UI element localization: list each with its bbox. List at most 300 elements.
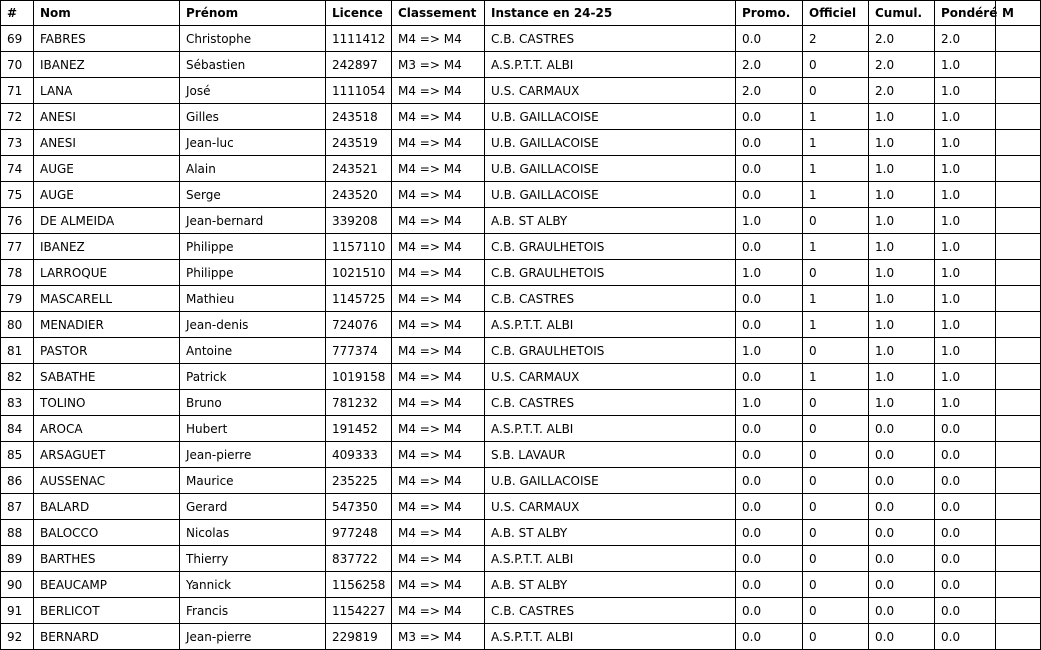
cell-cumul: 1.0 (869, 104, 935, 130)
header-row (1, 1, 1041, 26)
cell-officiel: 0 (803, 208, 869, 234)
cell-rank: 88 (1, 520, 34, 546)
cell-cumul: 0.0 (869, 598, 935, 624)
cell-rank: 84 (1, 416, 34, 442)
cell-classement: M4 => M4 (392, 130, 485, 156)
cell-cumul: 0.0 (869, 572, 935, 598)
cell-licence: 1145725 (326, 286, 392, 312)
cell-nom: BARTHES (34, 546, 180, 572)
cell-promo: 0.0 (736, 182, 803, 208)
cell-cumul: 0.0 (869, 494, 935, 520)
cell-cumul: 0.0 (869, 468, 935, 494)
cell-classement: M4 => M4 (392, 26, 485, 52)
cell-promo: 0.0 (736, 546, 803, 572)
cell-officiel: 0 (803, 546, 869, 572)
cell-nom: BERNARD (34, 624, 180, 650)
cell-cumul: 1.0 (869, 234, 935, 260)
cell-licence: 1156258 (326, 572, 392, 598)
cell-nom: MENADIER (34, 312, 180, 338)
cell-licence: 339208 (326, 208, 392, 234)
cell-rank: 91 (1, 598, 34, 624)
table-row (1, 520, 1041, 546)
cell-classement: M4 => M4 (392, 468, 485, 494)
cell-officiel: 0 (803, 494, 869, 520)
column-header-rank: # (1, 1, 34, 26)
cell-nom: IBANEZ (34, 52, 180, 78)
table-row (1, 156, 1041, 182)
cell-classement: M4 => M4 (392, 208, 485, 234)
cell-pondere: 1.0 (935, 390, 996, 416)
table-row (1, 390, 1041, 416)
cell-m (996, 572, 1041, 598)
cell-rank: 87 (1, 494, 34, 520)
cell-licence: 243520 (326, 182, 392, 208)
cell-m (996, 312, 1041, 338)
cell-promo: 0.0 (736, 624, 803, 650)
cell-licence: 1111412 (326, 26, 392, 52)
cell-prenom: Alain (180, 156, 326, 182)
cell-prenom: José (180, 78, 326, 104)
cell-pondere: 1.0 (935, 52, 996, 78)
cell-officiel: 0 (803, 52, 869, 78)
cell-nom: ARSAGUET (34, 442, 180, 468)
table-row (1, 286, 1041, 312)
cell-classement: M4 => M4 (392, 286, 485, 312)
cell-cumul: 0.0 (869, 624, 935, 650)
cell-promo: 0.0 (736, 26, 803, 52)
table-row (1, 52, 1041, 78)
cell-rank: 90 (1, 572, 34, 598)
table-row (1, 364, 1041, 390)
cell-classement: M3 => M4 (392, 624, 485, 650)
cell-m (996, 338, 1041, 364)
cell-cumul: 1.0 (869, 312, 935, 338)
cell-licence: 781232 (326, 390, 392, 416)
cell-rank: 85 (1, 442, 34, 468)
cell-m (996, 416, 1041, 442)
cell-classement: M4 => M4 (392, 312, 485, 338)
column-header-officiel: Officiel (803, 1, 869, 26)
cell-m (996, 130, 1041, 156)
cell-nom: IBANEZ (34, 234, 180, 260)
cell-cumul: 0.0 (869, 546, 935, 572)
cell-pondere: 0.0 (935, 598, 996, 624)
cell-cumul: 1.0 (869, 286, 935, 312)
cell-officiel: 1 (803, 130, 869, 156)
cell-classement: M4 => M4 (392, 494, 485, 520)
cell-prenom: Philippe (180, 260, 326, 286)
cell-officiel: 0 (803, 390, 869, 416)
cell-instance: U.S. CARMAUX (485, 78, 736, 104)
cell-rank: 77 (1, 234, 34, 260)
table-body (1, 26, 1041, 650)
cell-prenom: Jean-pierre (180, 442, 326, 468)
cell-officiel: 1 (803, 104, 869, 130)
cell-nom: FABRES (34, 26, 180, 52)
cell-licence: 235225 (326, 468, 392, 494)
cell-instance: C.B. GRAULHETOIS (485, 260, 736, 286)
cell-prenom: Bruno (180, 390, 326, 416)
table-row (1, 416, 1041, 442)
cell-instance: C.B. GRAULHETOIS (485, 234, 736, 260)
cell-prenom: Patrick (180, 364, 326, 390)
cell-pondere: 1.0 (935, 104, 996, 130)
table-row (1, 624, 1041, 650)
cell-prenom: Gilles (180, 104, 326, 130)
cell-nom: ANESI (34, 130, 180, 156)
cell-m (996, 52, 1041, 78)
cell-promo: 1.0 (736, 208, 803, 234)
cell-prenom: Philippe (180, 234, 326, 260)
cell-m (996, 208, 1041, 234)
cell-promo: 1.0 (736, 338, 803, 364)
cell-nom: AUSSENAC (34, 468, 180, 494)
cell-rank: 72 (1, 104, 34, 130)
cell-m (996, 468, 1041, 494)
cell-m (996, 260, 1041, 286)
cell-rank: 83 (1, 390, 34, 416)
cell-m (996, 182, 1041, 208)
cell-nom: ANESI (34, 104, 180, 130)
cell-rank: 81 (1, 338, 34, 364)
cell-m (996, 494, 1041, 520)
cell-pondere: 0.0 (935, 494, 996, 520)
cell-promo: 0.0 (736, 468, 803, 494)
cell-instance: A.B. ST ALBY (485, 208, 736, 234)
cell-promo: 2.0 (736, 52, 803, 78)
cell-promo: 0.0 (736, 520, 803, 546)
cell-rank: 78 (1, 260, 34, 286)
cell-pondere: 0.0 (935, 624, 996, 650)
cell-nom: MASCARELL (34, 286, 180, 312)
cell-promo: 0.0 (736, 104, 803, 130)
cell-classement: M4 => M4 (392, 260, 485, 286)
column-header-promo: Promo. (736, 1, 803, 26)
cell-m (996, 234, 1041, 260)
cell-pondere: 1.0 (935, 208, 996, 234)
cell-cumul: 1.0 (869, 156, 935, 182)
cell-prenom: Christophe (180, 26, 326, 52)
cell-m (996, 624, 1041, 650)
table-row (1, 494, 1041, 520)
cell-classement: M4 => M4 (392, 520, 485, 546)
cell-instance: C.B. GRAULHETOIS (485, 338, 736, 364)
cell-pondere: 1.0 (935, 286, 996, 312)
cell-officiel: 0 (803, 260, 869, 286)
cell-pondere: 1.0 (935, 182, 996, 208)
cell-nom: DE ALMEIDA (34, 208, 180, 234)
cell-instance: U.B. GAILLACOISE (485, 156, 736, 182)
cell-licence: 1021510 (326, 260, 392, 286)
cell-m (996, 364, 1041, 390)
cell-classement: M4 => M4 (392, 78, 485, 104)
cell-promo: 0.0 (736, 572, 803, 598)
cell-rank: 70 (1, 52, 34, 78)
cell-pondere: 1.0 (935, 78, 996, 104)
cell-instance: C.B. CASTRES (485, 26, 736, 52)
table-row (1, 338, 1041, 364)
cell-nom: TOLINO (34, 390, 180, 416)
column-header-m: M (996, 1, 1041, 26)
cell-licence: 243521 (326, 156, 392, 182)
cell-rank: 75 (1, 182, 34, 208)
cell-pondere: 1.0 (935, 260, 996, 286)
cell-pondere: 1.0 (935, 130, 996, 156)
cell-instance: A.S.P.T.T. ALBI (485, 312, 736, 338)
cell-pondere: 0.0 (935, 546, 996, 572)
cell-promo: 1.0 (736, 260, 803, 286)
cell-prenom: Mathieu (180, 286, 326, 312)
cell-officiel: 0 (803, 624, 869, 650)
table-row (1, 208, 1041, 234)
cell-prenom: Gerard (180, 494, 326, 520)
cell-rank: 73 (1, 130, 34, 156)
cell-licence: 409333 (326, 442, 392, 468)
cell-instance: A.S.P.T.T. ALBI (485, 624, 736, 650)
cell-m (996, 26, 1041, 52)
cell-licence: 242897 (326, 52, 392, 78)
cell-instance: U.S. CARMAUX (485, 364, 736, 390)
cell-classement: M4 => M4 (392, 546, 485, 572)
cell-prenom: Yannick (180, 572, 326, 598)
cell-nom: LANA (34, 78, 180, 104)
table-row (1, 182, 1041, 208)
cell-instance: A.B. ST ALBY (485, 572, 736, 598)
cell-promo: 1.0 (736, 390, 803, 416)
cell-prenom: Antoine (180, 338, 326, 364)
cell-instance: C.B. CASTRES (485, 598, 736, 624)
cell-licence: 1019158 (326, 364, 392, 390)
cell-licence: 1157110 (326, 234, 392, 260)
cell-licence: 1154227 (326, 598, 392, 624)
cell-m (996, 546, 1041, 572)
cell-rank: 69 (1, 26, 34, 52)
cell-rank: 92 (1, 624, 34, 650)
cell-nom: LARROQUE (34, 260, 180, 286)
cell-licence: 837722 (326, 546, 392, 572)
cell-instance: A.S.P.T.T. ALBI (485, 416, 736, 442)
cell-m (996, 156, 1041, 182)
column-header-classement: Classement (392, 1, 485, 26)
cell-pondere: 0.0 (935, 520, 996, 546)
cell-prenom: Jean-bernard (180, 208, 326, 234)
cell-promo: 0.0 (736, 494, 803, 520)
cell-licence: 229819 (326, 624, 392, 650)
cell-classement: M4 => M4 (392, 442, 485, 468)
cell-prenom: Nicolas (180, 520, 326, 546)
cell-m (996, 390, 1041, 416)
cell-promo: 2.0 (736, 78, 803, 104)
cell-instance: U.B. GAILLACOISE (485, 130, 736, 156)
table-row (1, 234, 1041, 260)
cell-m (996, 104, 1041, 130)
cell-officiel: 2 (803, 26, 869, 52)
cell-pondere: 1.0 (935, 338, 996, 364)
table-header (1, 1, 1041, 26)
cell-nom: BEAUCAMP (34, 572, 180, 598)
cell-classement: M4 => M4 (392, 598, 485, 624)
table-row (1, 78, 1041, 104)
cell-promo: 0.0 (736, 442, 803, 468)
cell-m (996, 442, 1041, 468)
cell-officiel: 0 (803, 572, 869, 598)
cell-licence: 191452 (326, 416, 392, 442)
cell-pondere: 1.0 (935, 156, 996, 182)
cell-promo: 0.0 (736, 416, 803, 442)
cell-promo: 0.0 (736, 364, 803, 390)
column-header-instance: Instance en 24-25 (485, 1, 736, 26)
cell-instance: C.B. CASTRES (485, 286, 736, 312)
table-row (1, 572, 1041, 598)
column-header-pondere: Pondéré (935, 1, 996, 26)
cell-promo: 0.0 (736, 130, 803, 156)
cell-prenom: Hubert (180, 416, 326, 442)
cell-prenom: Jean-denis (180, 312, 326, 338)
cell-promo: 0.0 (736, 156, 803, 182)
column-header-prenom: Prénom (180, 1, 326, 26)
cell-officiel: 0 (803, 416, 869, 442)
table-row (1, 104, 1041, 130)
cell-rank: 89 (1, 546, 34, 572)
cell-officiel: 0 (803, 598, 869, 624)
cell-pondere: 1.0 (935, 234, 996, 260)
cell-prenom: Thierry (180, 546, 326, 572)
cell-pondere: 0.0 (935, 442, 996, 468)
cell-officiel: 1 (803, 182, 869, 208)
cell-cumul: 2.0 (869, 52, 935, 78)
cell-m (996, 520, 1041, 546)
cell-rank: 82 (1, 364, 34, 390)
cell-pondere: 0.0 (935, 416, 996, 442)
cell-instance: A.S.P.T.T. ALBI (485, 546, 736, 572)
cell-licence: 1111054 (326, 78, 392, 104)
cell-officiel: 1 (803, 364, 869, 390)
cell-instance: U.B. GAILLACOISE (485, 468, 736, 494)
cell-rank: 76 (1, 208, 34, 234)
cell-instance: C.B. CASTRES (485, 390, 736, 416)
cell-cumul: 1.0 (869, 208, 935, 234)
cell-instance: S.B. LAVAUR (485, 442, 736, 468)
cell-cumul: 0.0 (869, 442, 935, 468)
cell-cumul: 0.0 (869, 520, 935, 546)
column-header-cumul: Cumul. (869, 1, 935, 26)
cell-cumul: 2.0 (869, 26, 935, 52)
cell-classement: M4 => M4 (392, 390, 485, 416)
cell-officiel: 1 (803, 156, 869, 182)
cell-classement: M4 => M4 (392, 104, 485, 130)
table-row (1, 130, 1041, 156)
cell-licence: 724076 (326, 312, 392, 338)
cell-promo: 0.0 (736, 598, 803, 624)
cell-classement: M4 => M4 (392, 416, 485, 442)
cell-nom: BERLICOT (34, 598, 180, 624)
cell-officiel: 0 (803, 78, 869, 104)
cell-pondere: 1.0 (935, 312, 996, 338)
cell-rank: 80 (1, 312, 34, 338)
cell-officiel: 0 (803, 520, 869, 546)
cell-cumul: 1.0 (869, 390, 935, 416)
cell-cumul: 1.0 (869, 130, 935, 156)
table-row (1, 468, 1041, 494)
cell-instance: A.S.P.T.T. ALBI (485, 52, 736, 78)
cell-classement: M3 => M4 (392, 52, 485, 78)
cell-nom: BALARD (34, 494, 180, 520)
cell-rank: 86 (1, 468, 34, 494)
table-row (1, 26, 1041, 52)
cell-officiel: 0 (803, 442, 869, 468)
cell-m (996, 286, 1041, 312)
cell-prenom: Jean-luc (180, 130, 326, 156)
cell-pondere: 0.0 (935, 572, 996, 598)
cell-promo: 0.0 (736, 312, 803, 338)
cell-licence: 777374 (326, 338, 392, 364)
cell-officiel: 0 (803, 338, 869, 364)
table-row (1, 442, 1041, 468)
cell-prenom: Jean-pierre (180, 624, 326, 650)
cell-promo: 0.0 (736, 234, 803, 260)
cell-nom: BALOCCO (34, 520, 180, 546)
cell-m (996, 78, 1041, 104)
cell-cumul: 1.0 (869, 338, 935, 364)
cell-officiel: 1 (803, 234, 869, 260)
table-row (1, 312, 1041, 338)
cell-classement: M4 => M4 (392, 156, 485, 182)
cell-m (996, 598, 1041, 624)
cell-licence: 977248 (326, 520, 392, 546)
cell-licence: 243519 (326, 130, 392, 156)
cell-nom: SABATHE (34, 364, 180, 390)
cell-nom: AUGE (34, 182, 180, 208)
cell-licence: 547350 (326, 494, 392, 520)
cell-cumul: 2.0 (869, 78, 935, 104)
table-row (1, 598, 1041, 624)
cell-officiel: 1 (803, 286, 869, 312)
cell-cumul: 1.0 (869, 364, 935, 390)
cell-cumul: 1.0 (869, 182, 935, 208)
cell-officiel: 0 (803, 468, 869, 494)
cell-rank: 71 (1, 78, 34, 104)
cell-classement: M4 => M4 (392, 234, 485, 260)
cell-cumul: 1.0 (869, 260, 935, 286)
cell-licence: 243518 (326, 104, 392, 130)
cell-pondere: 0.0 (935, 468, 996, 494)
cell-cumul: 0.0 (869, 416, 935, 442)
cell-classement: M4 => M4 (392, 572, 485, 598)
cell-rank: 79 (1, 286, 34, 312)
cell-nom: PASTOR (34, 338, 180, 364)
table-row (1, 546, 1041, 572)
cell-officiel: 1 (803, 312, 869, 338)
cell-pondere: 2.0 (935, 26, 996, 52)
cell-rank: 74 (1, 156, 34, 182)
cell-nom: AROCA (34, 416, 180, 442)
column-header-nom: Nom (34, 1, 180, 26)
cell-classement: M4 => M4 (392, 338, 485, 364)
cell-classement: M4 => M4 (392, 364, 485, 390)
cell-prenom: Sébastien (180, 52, 326, 78)
cell-pondere: 1.0 (935, 364, 996, 390)
cell-promo: 0.0 (736, 286, 803, 312)
column-header-licence: Licence (326, 1, 392, 26)
cell-instance: U.B. GAILLACOISE (485, 182, 736, 208)
cell-instance: U.S. CARMAUX (485, 494, 736, 520)
cell-nom: AUGE (34, 156, 180, 182)
cell-classement: M4 => M4 (392, 182, 485, 208)
table-row (1, 260, 1041, 286)
cell-instance: A.B. ST ALBY (485, 520, 736, 546)
cell-instance: U.B. GAILLACOISE (485, 104, 736, 130)
cell-prenom: Serge (180, 182, 326, 208)
